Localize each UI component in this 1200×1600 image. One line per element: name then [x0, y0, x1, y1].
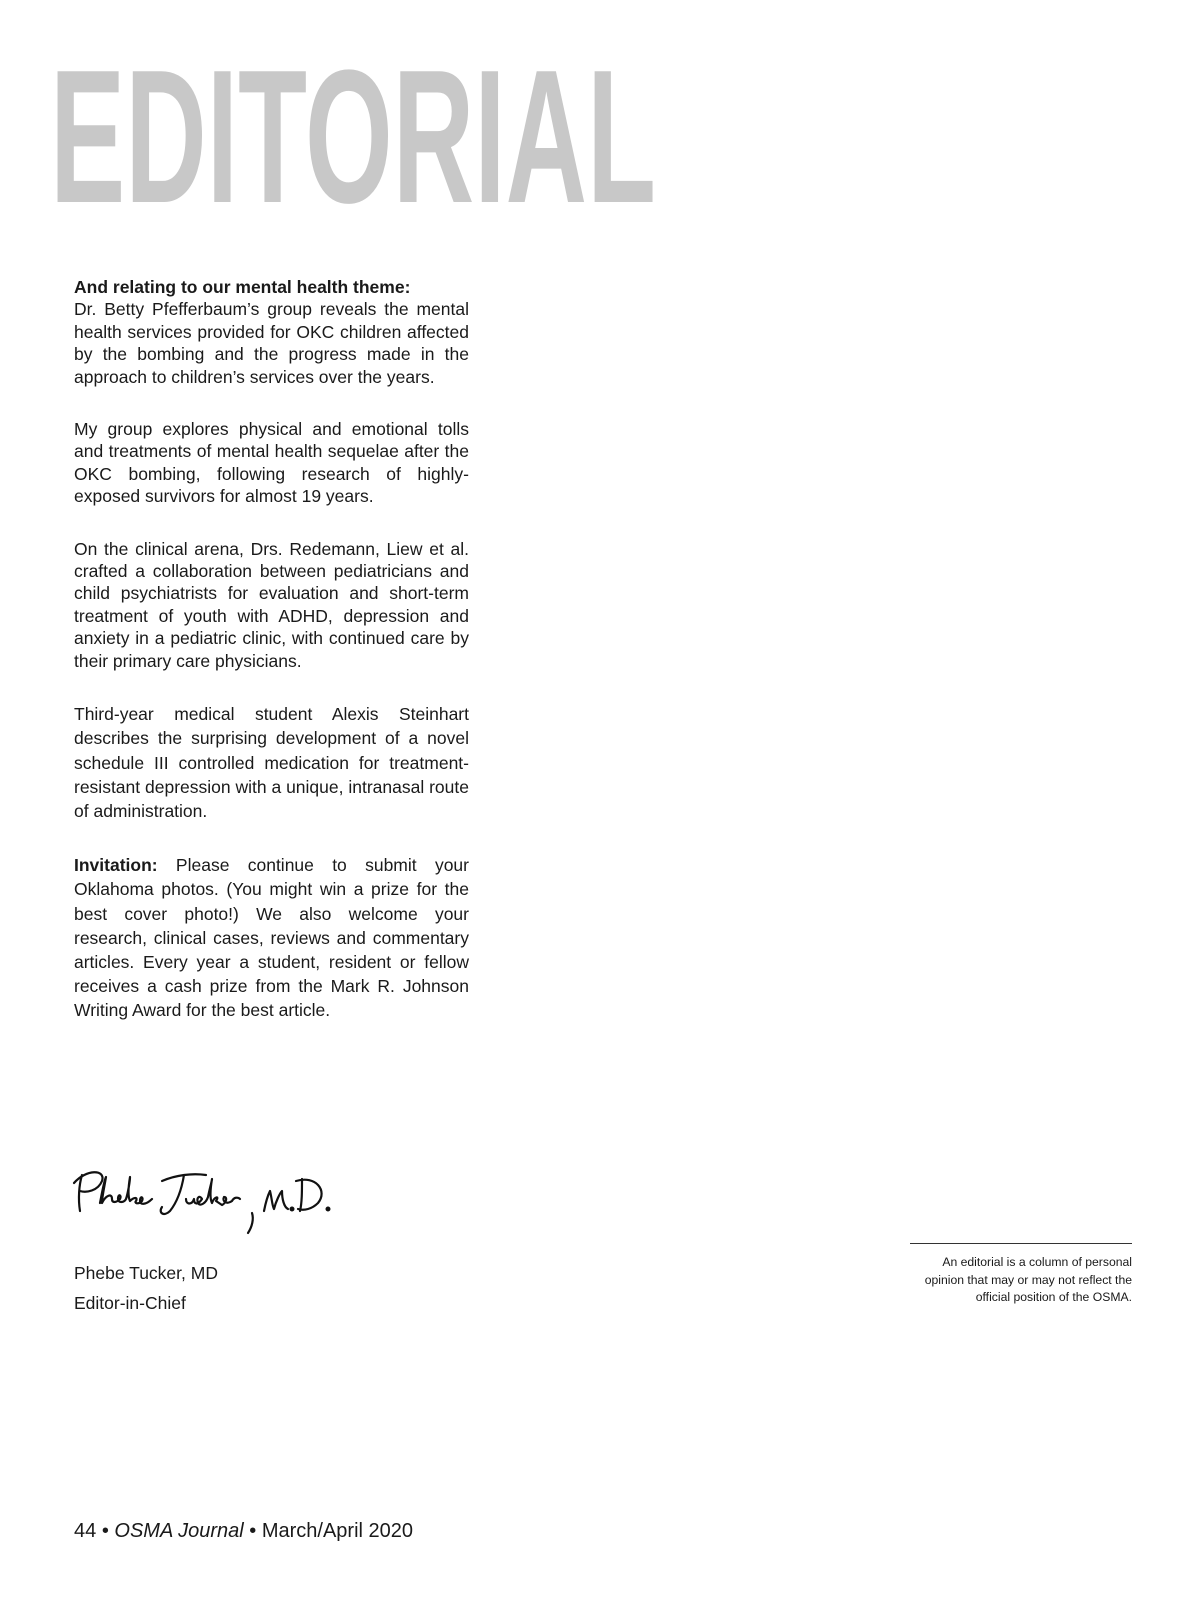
invitation-text: Please continue to submit your Oklahoma photos. (You might win a prize for the best cover photo!) We also welcome your research, clinical cases, reviews and commentary articles. Every year a student, resident or fellow receives a cash prize from the Mark R. Johnson Writing Award for the best article. [74, 855, 469, 1021]
author-block [74, 1258, 218, 1318]
page-title: EDITORIAL [50, 31, 656, 243]
handwritten-signature [66, 1163, 346, 1239]
footer-bullet: • [249, 1520, 257, 1542]
editorial-column [74, 276, 469, 1023]
paragraph-invitation [74, 853, 469, 1022]
page-footer [74, 1520, 413, 1543]
paragraph-okc-bombing-research: My group explores physical and emotional tolls and treatments of mental health sequelae after the OKC bombing, following research of highly-exposed survivors for almost 19 years. [74, 419, 469, 507]
invitation-label: Invitation: [74, 855, 158, 876]
footer-bullet: • [101, 1520, 109, 1542]
lead-heading: And relating to our mental health theme: [74, 277, 411, 297]
issue-date: March/April 2020 [261, 1520, 414, 1542]
journal-name: OSMA Journal [114, 1520, 244, 1542]
author-name: Phebe Tucker, MD [74, 1263, 218, 1283]
masthead [50, 31, 690, 243]
editorial-disclaimer: An editorial is a column of personal opinion that may or may not reflect the official position of the OSMA. [910, 1243, 1132, 1307]
page-number: 44 [74, 1520, 97, 1542]
paragraph-clinical-collaboration: On the clinical arena, Drs. Redemann, Liew et al. crafted a collaboration between pediatricians and child psychiatrists for evaluation and short-term treatment of youth with ADHD, depression and anxiety in a pediatric clinic, with continued care by their primary care physicians. [74, 538, 469, 671]
author-title: Editor-in-Chief [74, 1293, 186, 1313]
paragraph-student-article: Third-year medical student Alexis Steinhart describes the surprising development of a novel schedule III controlled medication for treatment-resistant depression with a unique, intranasal route of administration. [74, 704, 469, 821]
editorial-heading-graphic [50, 31, 690, 243]
paragraph-pfefferbaum: Dr. Betty Pfefferbaum’s group reveals the mental health services provided for OKC children affected by the bombing and the progress made in the approach to children’s services over the years. [74, 299, 469, 387]
